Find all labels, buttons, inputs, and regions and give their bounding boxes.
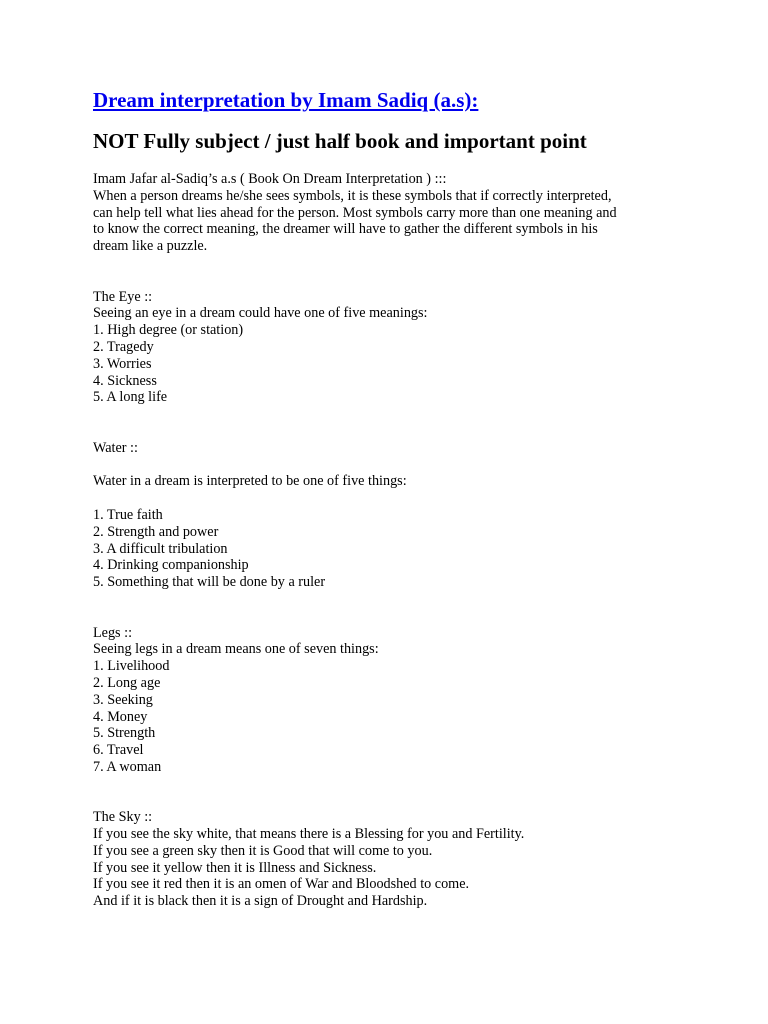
list-item: If you see the sky white, that means there is a Blessing for you and Fertility. (93, 826, 525, 843)
list-item: 1. Livelihood (93, 658, 170, 675)
list-item: 3. Seeking (93, 691, 153, 708)
spacer (93, 792, 693, 809)
intro-line: to know the correct meaning, the dreamer will have to gather the different symbols in his (93, 221, 598, 238)
list-item: If you see it red then it is an omen of War and Bloodshed to come. (93, 876, 470, 893)
list-item: 6. Travel (93, 742, 144, 759)
section-heading: The Sky :: (93, 809, 153, 826)
document-page (93, 86, 693, 910)
intro-paragraph (93, 171, 693, 289)
list-item: 4. Money (93, 708, 148, 725)
list-item: 3. Worries (93, 355, 152, 372)
intro-line: When a person dreams he/she sees symbols, it is these symbols that if correctly interpreted, (93, 187, 612, 204)
intro-line: can help tell what lies ahead for the person. Most symbols carry more than one meaning and (93, 204, 617, 221)
list-item: 3. A difficult tribulation (93, 540, 228, 557)
list-item: 2. Strength and power (93, 523, 219, 540)
section-legs (93, 625, 693, 810)
section-heading: The Eye :: (93, 288, 153, 305)
section-description: Seeing legs in a dream means one of seven things: (93, 641, 379, 658)
list-item: If you see a green sky then it is Good that will come to you. (93, 842, 433, 859)
intro-line: dream like a puzzle. (93, 238, 208, 255)
list-item: 1. True faith (93, 506, 163, 523)
list-item: If you see it yellow then it is Illness and Sickness. (93, 859, 377, 876)
list-item: And if it is black then it is a sign of Drought and Hardship. (93, 893, 428, 910)
section-eye (93, 289, 693, 440)
spacer (93, 490, 693, 507)
section-description: Seeing an eye in a dream could have one of five meanings: (93, 305, 428, 322)
spacer (93, 608, 693, 625)
list-item: 5. Strength (93, 725, 156, 742)
list-item: 4. Sickness (93, 372, 157, 389)
spacer (93, 776, 693, 793)
title-link[interactable]: Dream interpretation by Imam Sadiq (a.s): (93, 88, 479, 112)
section-water (93, 440, 693, 625)
spacer (93, 423, 693, 440)
spacer (93, 255, 693, 272)
spacer (93, 272, 693, 289)
section-sky (93, 809, 693, 910)
list-item: 2. Tragedy (93, 338, 154, 355)
section-description: Water in a dream is interpreted to be one of five things: (93, 473, 407, 490)
spacer (93, 591, 693, 608)
subtitle-heading: NOT Fully subject / just half book and important point (93, 129, 587, 153)
spacer (93, 406, 693, 423)
list-item: 1. High degree (or station) (93, 322, 244, 339)
list-item: 5. A long life (93, 389, 168, 406)
intro-line: Imam Jafar al-Sadiq’s a.s ( Book On Dream Interpretation ) ::: (93, 171, 447, 187)
section-heading: Legs :: (93, 624, 133, 641)
spacer (93, 457, 693, 474)
list-item: 7. A woman (93, 758, 162, 775)
list-item: 5. Something that will be done by a ruler (93, 574, 326, 591)
section-heading: Water :: (93, 439, 138, 456)
list-item: 2. Long age (93, 674, 161, 691)
list-item: 4. Drinking companionship (93, 557, 249, 574)
